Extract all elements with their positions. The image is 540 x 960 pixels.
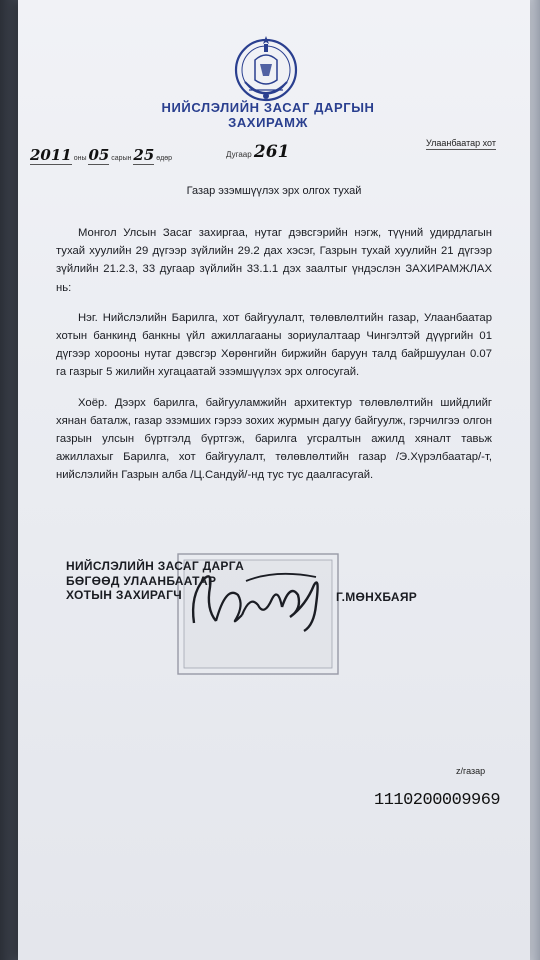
date-day-suffix: өдөр: [156, 155, 173, 162]
signatory-title-line2: БӨГӨӨД УЛААНБААТАР: [66, 573, 217, 588]
date-year: 2011: [30, 146, 72, 164]
date-year-suffix: оны: [73, 155, 87, 162]
signatory-title-line1: НИЙСЛЭЛИЙН ЗАСАГ ДАРГА: [66, 559, 245, 573]
date-month: 05: [88, 146, 110, 164]
date-month-suffix: сарын: [111, 155, 132, 162]
body-paragraph-2: Нэг. Нийслэлийн Барилга, хот байгуулалт, төлөвлөлтийн газар, Улаанбаатар хотын банкинд банкны үйл ажиллагааны зориулалтаар Чингэлтэй дүүргийн 01 дүгээр хорооны нутаг дэвсгэр Хөрөнгийн биржийн баруун талд байршуулан 0.07 га газрыг 5 жилийн хугацаатай эзэмшүүлэх эрх олгосугай.: [56, 311, 492, 379]
number-label: Дугаар: [226, 150, 252, 159]
body-paragraph-1: Монгол Улсын Засаг захиргаа, нутаг дэвсгэрийн нэгж, түүний удирдлагын тухай хуулийн 29 дүгээр зүйлийн 29.2 дах хэсэг, Газрын тухай хуулийн 21 дүгээр зүйлийн 21.2.3, 33 дугаар зүйлийн 33.1.1 дэх заалтыг үндэслэн ЗАХИРАМЖЛАХ нь:: [56, 227, 492, 294]
signatory-name: Г.МӨНХБАЯР: [336, 590, 418, 604]
org-title-line1: НИЙСЛЭЛИЙН ЗАСАГ ДАРГЫН: [161, 100, 375, 115]
org-title-line2: ЗАХИРАМЖ: [228, 115, 308, 130]
document-body: [56, 224, 492, 497]
document-number: 261: [253, 142, 290, 162]
serial-number: 1110200009969: [374, 791, 501, 810]
document-subject: Газар эзэмшүүлэх эрх олгох тухай: [186, 185, 362, 197]
body-paragraph-3: Хоёр. Дээрх барилга, байгууламжийн архитектур төлөвлөлтийн шийдлийг хянан баталж, газар эзэмших гэрээ зохих журмын дагуу байгуулж, гэрчилгээ олгон газрын улсын бүртгэлд бүртгэж, барилга угсралтын ажилд хяналт тавьж ажиллахыг Барилга, хот байгуулалт, төлөвлөлтийн газар /Э.Хүрэлбаатар/-т, нийслэлийн Газрын алба /Ц.Сандуй/-нд тус тус даалгасугай.: [56, 396, 492, 482]
date-day: 25: [133, 146, 155, 164]
department-code: z/газар: [456, 766, 486, 776]
city-label: Улаанбаатар хот: [426, 138, 496, 148]
date-field: [30, 146, 172, 165]
document-number-field: [226, 142, 289, 162]
signatory-title: [66, 559, 244, 603]
state-emblem-icon: [231, 30, 301, 108]
document-page: [18, 0, 530, 960]
document-header: [148, 100, 388, 130]
signatory-title-line3: ХОТЫН ЗАХИРАГЧ: [66, 588, 182, 602]
